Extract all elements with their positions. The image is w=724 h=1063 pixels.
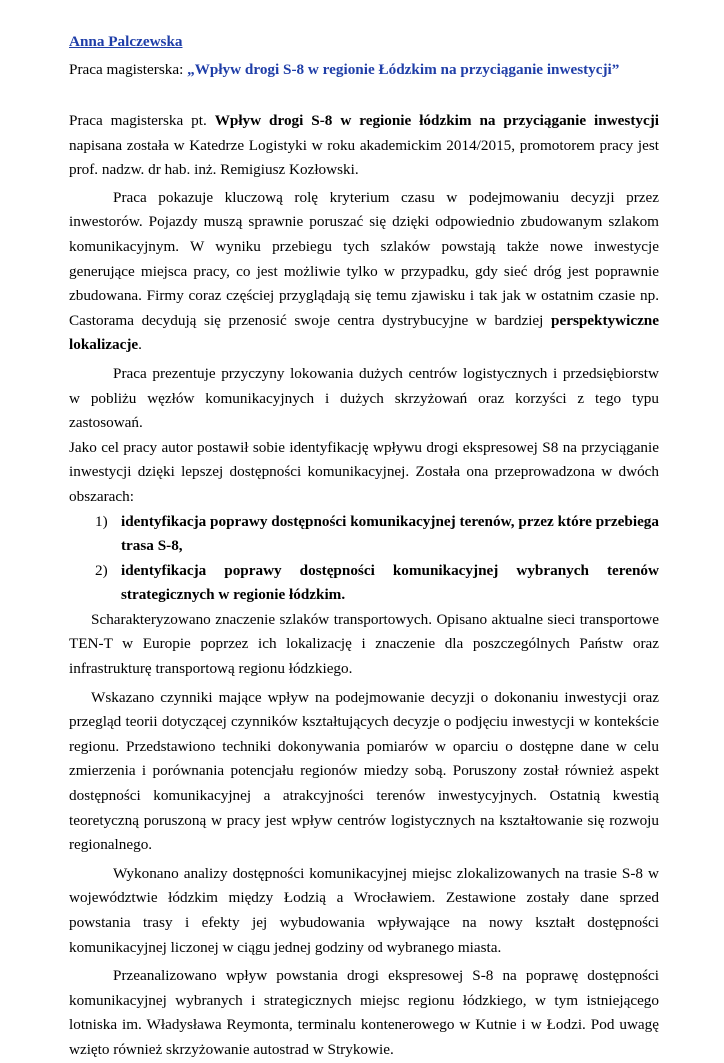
paragraph-factors: Wskazano czynniki mające wpływ na podejmowanie decyzji o dokonaniu inwestycji oraz przegląd teorii dotyczącej czynników kształtujących decyzje o podjęciu inwestycji w kontekście regionu. Przedstawiono techniki dokonywania pomiarów w oparciu o dostępne dane w celu zmierzenia i porównania potencjału regionów miedzy sobą. Poruszony został również aspekt dostępności komunikacyjnej a atrakcyjności terenów inwestycyjnych. Ostatnią kwestią teoretyczną poruszoną w pracy jest wpływ centrów logistycznych na kształtowanie się rozwoju regionalnego. bbox=[69, 688, 659, 854]
list-item-number: 2) bbox=[95, 561, 108, 579]
author-link[interactable]: Anna Palczewska bbox=[69, 33, 183, 50]
thesis-heading bbox=[69, 61, 619, 79]
paragraph-time-criterion bbox=[69, 186, 659, 358]
p2-end: . bbox=[138, 336, 142, 354]
paragraph-transport-routes: Scharakteryzowano znaczenie szlaków transportowych. Opisano aktualne sieci transportowe TEN-T w Europie poprzez ich lokalizację i znaczenie dla poszczególnych Państw oraz infrastrukturę transportową regionu łódzkiego. bbox=[69, 610, 659, 678]
intro-post: napisana została w Katedrze Logistyki w roku akademickim 2014/2015, promotorem pracy jest prof. nadzw. dr hab. inż. Remigiusz Kozłowski. bbox=[69, 136, 659, 179]
list-item-text: identyfikacja poprawy dostępności komunikacyjnej terenów, przez które przebiega trasa S-8, bbox=[121, 512, 659, 555]
p2-bold: perspektywiczne lokalizacje bbox=[69, 311, 659, 354]
list-item-number: 1) bbox=[95, 512, 108, 530]
intro-pre: Praca magisterska pt. bbox=[69, 112, 215, 129]
list-item-text: identyfikacja poprawy dostępności komunikacyjnej wybranych terenów strategicznych w regionie łódzkim. bbox=[121, 561, 659, 604]
paragraph-reasons: Praca prezentuje przyczyny lokowania dużych centrów logistycznych i przedsiębiorstw w pobliżu węzłów komunikacyjnych i dużych skrzyżowań oraz korzyści z tego typu zastosowań. bbox=[69, 364, 659, 432]
paragraph-strategic-sites: Przeanalizowano wpływ powstania drogi ekspresowej S-8 na poprawę dostępności komunikacyjnej wybranych i strategicznych miejsc regionu łódzkiego, w tym istniejącego lotniska im. Władysława Reymonta, terminalu kontenerowego w Kutnie i w Łodzi. Pod uwagę wzięto również skrzyżowanie autostrad w Strykowie. bbox=[69, 967, 659, 1058]
p2-text: Praca pokazuje kluczową rolę kryterium czasu w podejmowaniu decyzji przez inwestorów. Pojazdy muszą sprawnie poruszać się dzięki odpowiednio zbudowanym szlakom komunikacyjnym. W wyniku przebiegu tych szlaków powstają także nowe inwestycje generujące miejsca pracy, co jest możliwie tylko w przypadku, gdy sieć dróg jest poprawnie zbudowana. Firmy coraz częściej przyglądają się temu zjawisku i tak jak w ostatnim czasie np. Castorama decydują się przenosić swoje centra dystrybucyjne w bardziej bbox=[69, 188, 659, 329]
list-item bbox=[69, 559, 659, 608]
document-body bbox=[69, 109, 659, 1063]
paragraph-goal: Jako cel pracy autor postawił sobie identyfikację wpływu drogi ekspresowej S8 na przyciąganie inwestycji dzięki lepszej dostępności komunikacyjnej. Została ona przeprowadzona w dwóch obszarach: bbox=[69, 438, 659, 505]
intro-paragraph bbox=[69, 109, 659, 183]
thesis-title: „Wpływ drogi S-8 w regionie Łódzkim na przyciąganie inwestycji” bbox=[187, 61, 620, 78]
thesis-label: Praca magisterska: bbox=[69, 61, 188, 78]
list-item bbox=[69, 510, 659, 559]
areas-list bbox=[69, 510, 659, 608]
intro-bold-title: Wpływ drogi S-8 w regionie łódzkim na przyciąganie inwestycji bbox=[214, 112, 659, 129]
paragraph-analysis: Wykonano analizy dostępności komunikacyjnej miejsc zlokalizowanych na trasie S-8 w województwie łódzkim między Łodzią a Wrocławiem. Zestawione zostały dane sprzed powstania trasy i efekty jej wybudowania wpływające na nowy kształt dostępności komunikacyjnej liczonej w ciągu jednej godziny od wybranego miasta. bbox=[69, 864, 659, 956]
